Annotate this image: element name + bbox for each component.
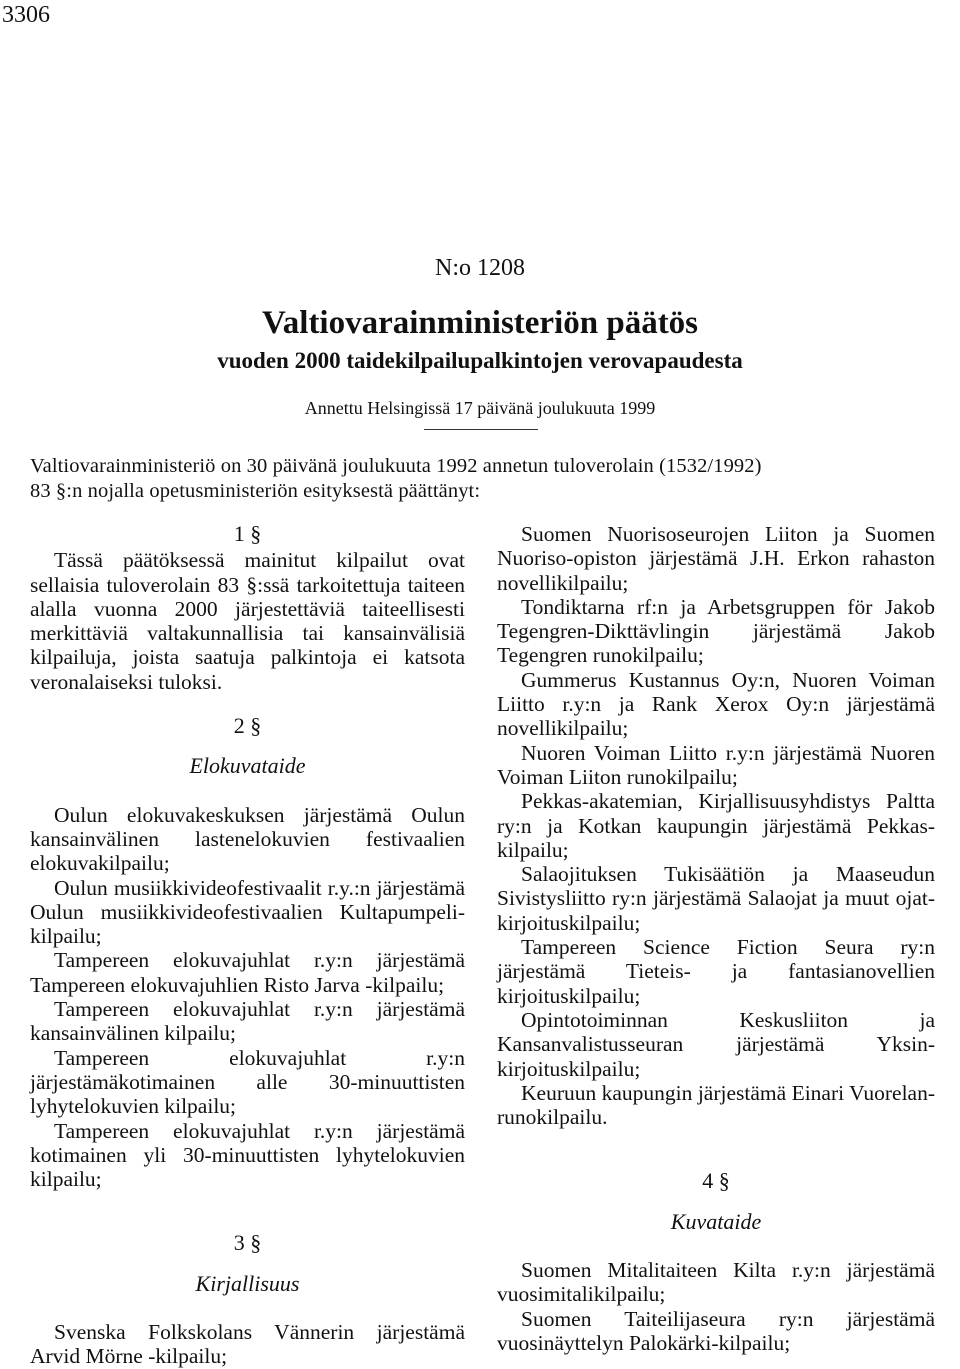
list-item: Opintotoiminnan Keskusliiton ja Kansanvalistusseuran järjestämä Yksin-kirjoituskilpailu;: [497, 1007, 935, 1081]
list-item: Tampereen elokuvajuhlat r.y:n järjestämä kansainvälinen kilpailu;: [30, 997, 465, 1046]
list-item: Pekkas-akatemian, Kirjallisuusyhdistys Paltta ry:n ja Kotkan kaupungin järjestämä Pekkas-kilpailu;: [497, 789, 935, 862]
list-item: Tondiktarna rf:n ja Arbetsgruppen för Jakob Tegengren-Dikttävlingin järjestämä Jakob Tegengren runokilpailu;: [497, 594, 935, 668]
section-3-title: Kirjallisuus: [195, 1270, 300, 1296]
list-item: Tampereen elokuvajuhlat r.y:n järjestämä Tampereen elokuvajuhlien Risto Jarva -kilpailu;: [30, 948, 465, 997]
section-4-heading: 4 §: [702, 1168, 730, 1194]
document-title: Valtiovarainministeriön päätös: [261, 305, 699, 341]
list-item: Oulun musiikkivideofestivaalit r.y.:n järjestämä Oulun musiikkivideofestivaalien Kultapumpeli-kilpailu;: [30, 875, 465, 949]
list-item: Tampereen elokuvajuhlat r.y:n järjestämä kotimainen yli 30-minuuttisten lyhytelokuvien kilpailu;: [30, 1118, 465, 1192]
preamble: [30, 454, 960, 504]
preamble-line-1: Valtiovarainministeriö on 30 päivänä joulukuuta 1992 annetun tuloverolain (1532/1992): [30, 455, 762, 477]
list-item: Suomen Nuorisoseurojen Liiton ja Suomen Nuoriso-opiston järjestämä J.H. Erkon rahaston novellikilpailu;: [497, 522, 935, 595]
list-item: Keuruun kaupungin järjestämä Einari Vuorelan-runokilpailu.: [497, 1080, 935, 1130]
document-subtitle: vuoden 2000 taidekilpailupalkintojen verovapaudesta: [217, 348, 743, 373]
section-1-text: Tässä päätöksessä mainitut kilpailut ovat sellaisia tuloverolain 83 §:ssä tarkoitettuja taiteen alalla vuonna 2000 järjestettäviä taiteellisesti merkittäviä valtakunnallisia tai kansainvälisiä kilpailuja, joista saatuja palkintoja ei katsota veronalaiseksi tuloksi.: [30, 548, 465, 694]
list-item: Tampereen elokuvajuhlat r.y:n järjestämäkotimainen alle 30-minuuttisten lyhytelokuvien kilpailu;: [30, 1045, 465, 1119]
title-divider: [424, 429, 538, 430]
section-1-heading: 1 §: [233, 521, 262, 546]
section-2-heading: 2 §: [233, 713, 262, 739]
section-4-title: Kuvataide: [670, 1208, 762, 1234]
list-item: Svenska Folkskolans Vännerin järjestämä Arvid Mörne -kilpailu;: [30, 1320, 465, 1369]
decision-number: N:o 1208: [435, 255, 525, 281]
given-date: Annettu Helsingissä 17 päivänä joulukuuta 1999: [304, 398, 656, 418]
right-column: [497, 522, 935, 1355]
preamble-line-2: 83 §:n nojalla opetusministeriön esityksestä päättänyt:: [30, 480, 481, 502]
list-item: Tampereen Science Fiction Seura ry:n järjestämä Tieteis- ja fantasianovellien kirjoituskilpailu;: [497, 935, 935, 1008]
list-item: Nuoren Voiman Liitto r.y:n järjestämä Nuoren Voiman Liiton runokilpailu;: [497, 740, 935, 789]
section-3-heading: 3 §: [233, 1230, 262, 1256]
page-number: 3306: [2, 2, 50, 28]
list-item: Oulun elokuvakeskuksen järjestämä Oulun kansainvälinen lastenelokuvien festivaalien elokuvakilpailu;: [30, 802, 465, 876]
list-item: Suomen Mitalitaiteen Kilta r.y:n järjestämä vuosimitalikilpailu;: [497, 1258, 935, 1307]
list-item: Salaojituksen Tukisäätiön ja Maaseudun Sivistysliitto ry:n järjestämä Salaojat ja muut ojat-kirjoituskilpailu;: [497, 862, 935, 935]
left-column: [30, 522, 465, 1369]
list-item: Gummerus Kustannus Oy:n, Nuoren Voiman Liitto r.y:n ja Rank Xerox Oy:n järjestämä novellikilpailu;: [497, 667, 935, 741]
list-item: Suomen Taiteilijaseura ry:n järjestämä vuosinäyttelyn Palokärki-kilpailu;: [497, 1306, 935, 1355]
section-2-title: Elokuvataide: [189, 753, 306, 779]
